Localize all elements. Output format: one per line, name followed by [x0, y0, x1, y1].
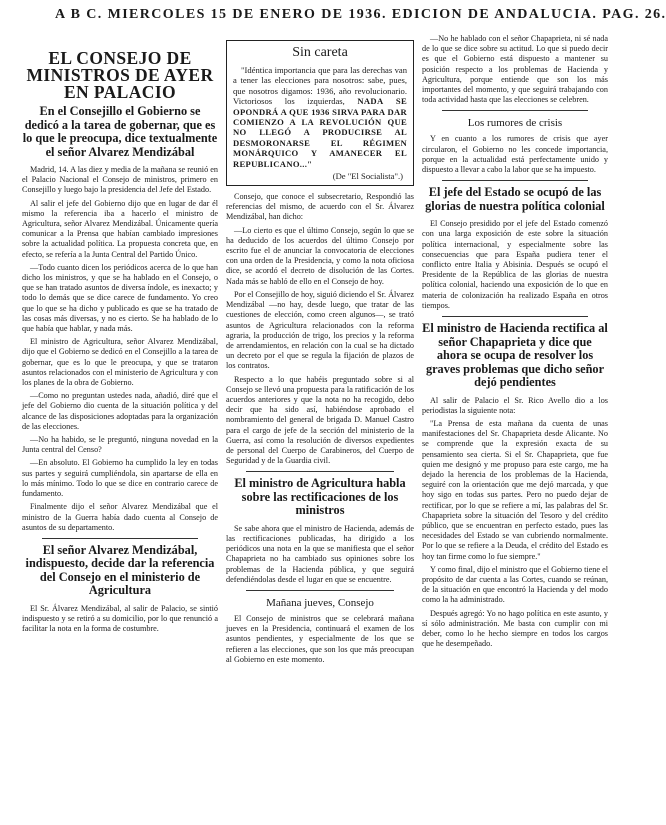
headline-hacienda: El ministro de Hacienda rectifica al señor Chapaprieta y dice que ahora se ocupa de resolver los graves problemas que dicho señor dejó pendientes [422, 321, 608, 390]
divider [42, 538, 198, 539]
paragraph: Al salir de Palacio el Sr. Rico Avello dio a los periodistas la siguiente nota: [422, 395, 608, 415]
divider [442, 316, 588, 317]
headline-jueves: Mañana jueves, Consejo [266, 597, 374, 610]
paragraph: El Sr. Álvarez Mendizábal, al salir de Palacio, se sintió indispuesto y se retiró a su domicilio, por lo que renunció a facilitar la nota en la forma de costumbre. [22, 603, 218, 634]
paragraph: El Consejo presidido por el jefe del Estado comenzó con una larga exposición de este sobre la situación política internacional, y especialmente sobre las consecuencias que para España pudiera tener el conflicto entre Italia y Abisinia. Después se ocupó el Presidente de la República de las glorias de nuestra política colonial, haciendo una exposición de lo que en materia de colonización ha realizado España en otros tiempos. [422, 219, 608, 310]
headline-agricultura: El ministro de Agricultura habla sobre las rectificaciones de los ministros [234, 476, 406, 518]
paragraph: Madrid, 14. A las diez y media de la mañana se reunió en el Palacio Nacional el Consejo de ministros, primero en Consejillo y luego bajo la presidencia del Jefe del Estado. [22, 165, 218, 195]
paragraph: El ministro de Agricultura, señor Alvarez Mendizábal, dijo que el Gobierno se dedicó en el Consejillo a la tarea de gobernar, que es lo que le preocupa, y que se trataron asuntos relacionados con el ministerio de Agricultura y con los planes de la obra de Gobierno. [22, 337, 218, 388]
paragraph: "La Prensa de esta mañana da cuenta de unas manifestaciones del Sr. Chapaprieta desde Alicante. No se comprende que la expresión exacta de su pensamiento sea cierta. Si el Sr. Chapaprieta, que fue quien me designó y me propuso para este cargo, me ha dejado la herencia de los problemas de la Hacienda, seguiré con la orientación que me dejó marcada, y que hoy sigo en todas sus partes. Pero no puedo dejar de rectificar, por lo que se refiere a mí, las palabras del Sr. Chapaprieta sobre la situación del Tesoro y del crédito público, que se encuentran en perfecto estado, pues las necesidades del Estado se van cubriendo normalmente. Por lo que se refiere a la Deuda, el crédito del Estado es hoy tan firme como lo fue siempre." [422, 418, 608, 561]
column-3 [422, 34, 608, 824]
paragraph: Consejo, que conoce el subsecretario, Respondió las referencias del mismo, de acuerdo con el Sr. Álvarez Mendizábal, han dicho: [226, 192, 414, 222]
paragraph: Respecto a lo que habéis preguntado sobre si al Consejo se llevó una propuesta para la ratificación de los acuerdos anteriores y que la nota no ha recogido, debo decir que ha sido así, habiéndose aprobado el nombramiento del general de brigada D. Manuel Castro para el cargo de jefe de la sección del ministerio de la Guerra, así como la resolución de diversos expedientes de personal del Cuerpo de Carabineros, del Cuerpo de Seguridad y de la Guardia civil. [226, 374, 414, 466]
headline-jefe-estado: El jefe del Estado se ocupó de las glorias de nuestra política colonial [425, 185, 605, 213]
column-1 [22, 34, 218, 824]
box-quote-text [233, 65, 407, 169]
paragraph: —En absoluto. El Gobierno ha cumplido la ley en todas sus partes y seguirá cumpliéndola, sin apartarse de ella en lo más mínimo. Todo lo que se dice en contrario carece de fundamento. [22, 458, 218, 499]
paragraph: Y como final, dijo el ministro que el Gobierno tiene el propósito de dar cuenta a las Cortes, cuando se reúnan, de la situación en que encontró la Hacienda y del modo como la ha administrado. [422, 564, 608, 605]
headline-consejo: EL CONSEJO DE MINISTROS DE AYER EN PALACIO [26, 48, 214, 102]
divider [246, 471, 394, 472]
deck-consejillo: En el Consejillo el Gobierno se dedicó a la tarea de gobernar, que es lo que le preocupa, dice textualmente el señor Alvarez Mendizábal [22, 104, 218, 159]
box-source: (De "El Socialista".) [332, 171, 403, 182]
divider [442, 180, 588, 181]
headline-mendizabal: El señor Alvarez Mendizábal, indispuesto, decide dar la referencia del Consejo en el ministerio de Agricultura [25, 542, 215, 598]
box-quote-caps: NADA SE OPONDRÁ A QUE 1936 SIRVA PARA DAR COMIENZO A LA REVOLUCIÓN QUE NO LLEGÓ A PRODUCIRSE AL DESMORONARSE EL RÉGIMEN MONÁRQUICO Y AMANECER EL REPUBLICANO..." [233, 96, 407, 169]
paragraph: Después agregó: Yo no hago política en este asunto, y sí sólo administración. Me basta con cumplir con mi deber, como lo he hecho siempre en todos los cargos que he desempeñado. [422, 608, 608, 649]
column-2 [226, 34, 414, 824]
paragraph: Se sabe ahora que el ministro de Hacienda, además de las rectificaciones publicadas, ha dirigido a los periódicos una nota en la que se manifiesta que el señor Chapaprieta no ha cambiado sus opiniones sobre los problemas de la Hacienda pública, y que seguirá defendiéndolas desde el lugar en que se encuentre. [226, 523, 414, 584]
paragraph: —No he hablado con el señor Chapaprieta, ni sé nada de lo que se dice sobre su actitud. Lo que si puedo decir es que el Gobierno está dispuesto a mantener su posición respecto a los problemas de Hacienda y Agricultura, porque entiende que son los más importantes del momento, y que seguirá trabajando con toda actividad hasta que las elecciones se celebren. [422, 34, 608, 105]
paragraph: El Consejo de ministros que se celebrará mañana jueves en la Presidencia, continuará el examen de los asuntos pendientes, y especialmente de los que se refieren a las elecciones, que son los que más preocupan al Gobierno en este momento. [226, 614, 414, 664]
paragraph: Por el Consejillo de hoy, siguió diciendo el Sr. Álvarez Mendizábal —no hay, desde luego, que tratar de las cuestiones de elección, como creen algunos—, se trató asuntos de Agricultura relacionados con la reforma agraria, la producción de trigo, los precios y la reforma de arrendamientos, en relación con la cual se ha dictado un decreto por el que se regula la fijación de plazos de los contratos. [226, 289, 414, 371]
boxed-quote [226, 40, 414, 186]
divider [246, 590, 394, 591]
headline-crisis: Los rumores de crisis [467, 117, 563, 130]
box-quote-intro: "Idéntica importancia que para las derechas van a tener las elecciones para nosotros: sabe, pues, que nosotros digamos: 1936, año revolucionario. Victoriosos los izquierdas, [233, 65, 407, 107]
paragraph: Al salir el jefe del Gobierno dijo que en lugar de dar él mismo la referencia iba a hacerlo el ministro de Agricultura, señor Alvarez Mendizábal. Únicamente quería comunicar a la Prensa que habían cambiado impresiones sobre la actualidad política. La propuesta concreta que, en efecto, se refería a la Junta Central del Partido Único. [22, 198, 218, 259]
paragraph: —Todo cuanto dicen los periódicos acerca de lo que han dicho los ministros, y que se ha hablado en el Consejo, o que se han tratado asuntos de diversa índole, es inexacto; y todo lo demás que se dice carece de fundamento. Yo creo que lo que se ha dicho y publicado es que se ha tratado de las cosas más diversas, y no es cierto. Se ha hablado de lo que había que hablar, y nada más. [22, 262, 218, 334]
paragraph: —Lo cierto es que el último Consejo, según lo que se ha deducido de los acuerdos del último Consejo por escrito fue el de anunciar la convocatoria de elecciones con una orden de la Presidencia, y como la nota oficiosa dice, se acordó el decreto de disolución de las Cortes. Nada más se habló de ello en el Consejo de hoy. [226, 225, 414, 286]
paragraph: Finalmente dijo el señor Alvarez Mendizábal que el ministro de la Guerra había dado cuenta al Consejo de asuntos de su departamento. [22, 502, 218, 532]
paragraph: —Como no preguntan ustedes nada, añadió, diré que el jefe del Gobierno dio cuenta de la situación política y del alcance de las disposiciones adoptadas para la organización de las elecciones. [22, 391, 218, 431]
box-title: Sin careta [292, 45, 348, 60]
paragraph: Y en cuanto a los rumores de crisis que ayer circularon, el Gobierno no les concede importancia, porque en la actualidad está perfectamente unido y dispuesto a llevar a cabo la labor que se ha impuesto. [422, 134, 608, 175]
paragraph: —No ha habido, se le preguntó, ninguna novedad en la Junta central del Censo? [22, 435, 218, 455]
page-header: A B C. MIERCOLES 15 DE ENERO DE 1936. EDICION DE ANDALUCIA. PAG. 26. [55, 7, 666, 22]
divider [442, 110, 588, 111]
